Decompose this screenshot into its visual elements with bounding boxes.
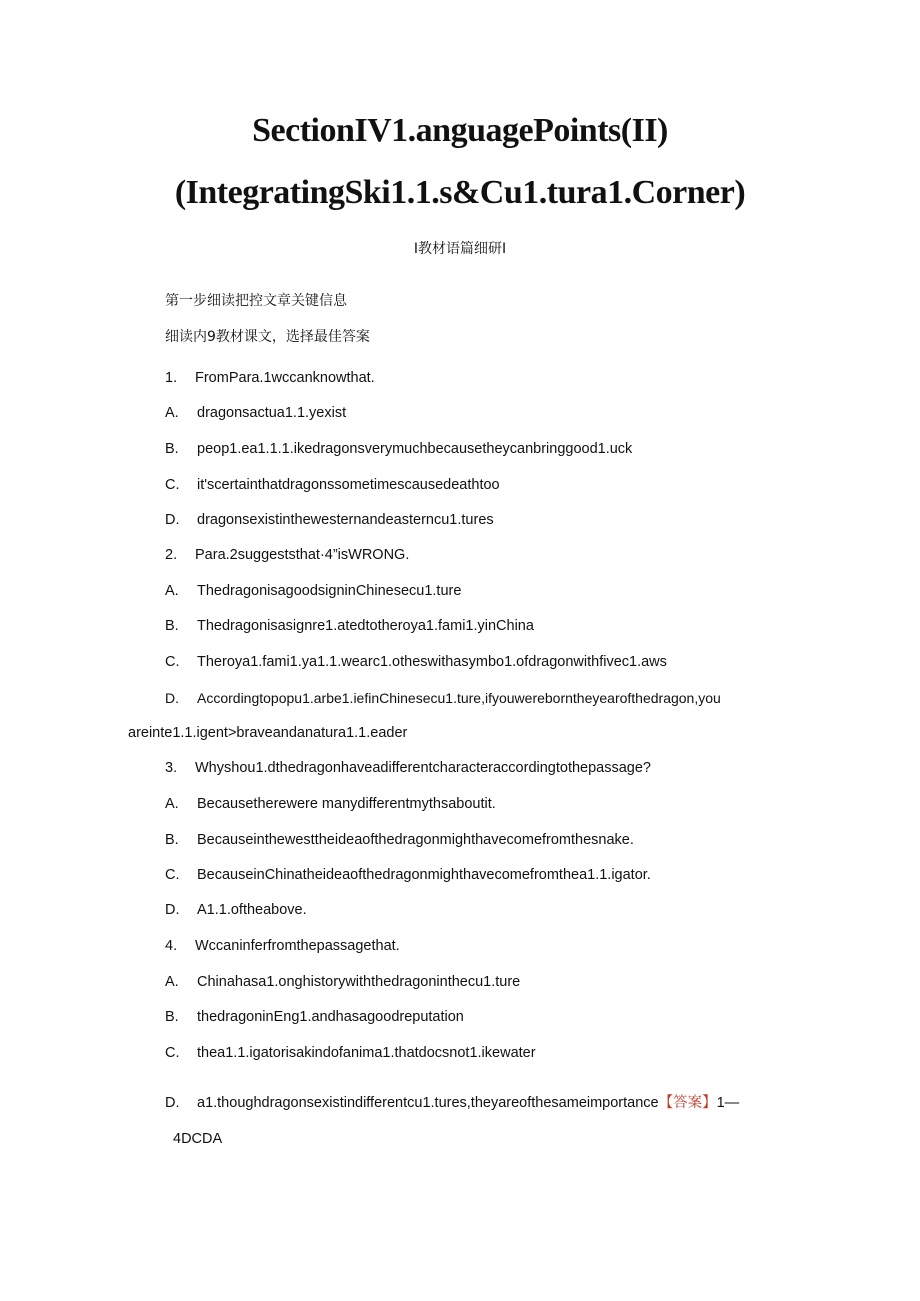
option-text: Thedragonisasignre1.atedtotheroya1.fami1.yinChina xyxy=(197,618,534,634)
option-letter: A. xyxy=(165,583,179,599)
option-text: ThedragonisagoodsigninChinesecu1.ture xyxy=(197,583,462,599)
option-letter: D. xyxy=(165,512,180,528)
option-text: thea1.1.igatorisakindofanima1.thatdocsnot1.ikewater xyxy=(197,1045,536,1061)
question-number: 2. xyxy=(165,547,178,563)
title-line-2: (IntegratingSki1.1.s&Cu1.tura1.Corner) xyxy=(174,174,746,211)
option-letter: A. xyxy=(165,405,179,421)
option-text: peop1.ea1.1.1.ikedragonsverymuchbecausetheycanbringgood1.uck xyxy=(197,441,633,457)
option-2a xyxy=(165,581,461,601)
question-number: 3. xyxy=(165,760,178,776)
option-1b xyxy=(165,439,632,459)
option-letter: B. xyxy=(165,1009,179,1025)
option-2c xyxy=(165,652,667,672)
option-text: it'scertainthatdragonssometimescausedeathtoo xyxy=(197,477,500,493)
option-text: dragonsexistinthewesternandeasterncu1.tures xyxy=(197,512,494,528)
question-3 xyxy=(165,758,651,778)
question-stem: Wccaninferfromthepassagethat. xyxy=(195,938,400,954)
option-text: BecauseinChinatheideaofthedragonmighthavecomefromthea1.1.igator. xyxy=(197,867,651,883)
option-text: Theroya1.fami1.ya1.1.wearc1.otheswithasymbo1.ofdragonwithfivec1.aws xyxy=(197,654,667,670)
option-text: Chinahasa1.onghistorywiththedragoninthecu1.ture xyxy=(197,974,521,990)
option-text: Becauseinthewesttheideaofthedragonmighthavecomefromthesnake. xyxy=(197,832,634,848)
option-letter: D. xyxy=(165,902,180,918)
answer-tag: 【答案】 xyxy=(658,1095,717,1111)
option-letter: B. xyxy=(165,441,179,457)
option-3a xyxy=(165,794,496,814)
question-1 xyxy=(165,368,375,388)
option-letter: C. xyxy=(165,477,180,493)
option-letter: C. xyxy=(165,867,180,883)
question-4 xyxy=(165,936,400,956)
option-1d xyxy=(165,510,494,530)
option-3b xyxy=(165,830,634,850)
option-text: A1.1.oftheabove. xyxy=(197,902,307,918)
instruction-text: 细读内9教材课文，选择最佳答案 xyxy=(165,329,370,345)
option-text: Accordingtopopu1.arbe1.iefinChinesecu1.ture,ifyouwereborntheyearofthedragon,you xyxy=(197,690,721,706)
title-line-1: SectionIV1.anguagePoints(II) xyxy=(252,112,668,149)
option-4d xyxy=(165,1093,739,1113)
option-3d xyxy=(165,900,307,920)
question-2 xyxy=(165,545,409,565)
option-letter: C. xyxy=(165,1045,180,1061)
option-4c xyxy=(165,1043,536,1063)
option-3c xyxy=(165,865,651,885)
question-number: 1. xyxy=(165,370,178,386)
option-letter: A. xyxy=(165,974,179,990)
option-letter: A. xyxy=(165,796,179,812)
option-4a xyxy=(165,972,520,992)
answer-keys: 4DCDA xyxy=(173,1131,223,1147)
option-letter: C. xyxy=(165,654,180,670)
option-1a xyxy=(165,403,346,423)
option-2d-continuation: areinte1.1.igent>braveandanatura1.1.eader xyxy=(128,725,408,741)
option-letter: B. xyxy=(165,618,179,634)
option-text: thedragoninEng1.andhasagoodreputation xyxy=(197,1009,464,1025)
option-2d xyxy=(165,688,721,708)
question-stem: FromPara.1wccanknowthat. xyxy=(195,370,375,386)
question-stem: Para.2suggeststhat·4”isWRONG. xyxy=(195,547,410,563)
option-2b xyxy=(165,616,534,636)
option-text: a1.thoughdragonsexistindifferentcu1.tures,theyareofthesameimportance xyxy=(197,1095,659,1111)
option-4b xyxy=(165,1007,464,1027)
option-letter: D. xyxy=(165,1095,180,1111)
step-heading: 第一步细读把控文章关键信息 xyxy=(165,293,347,309)
section-subtitle: I教材语篇细研I xyxy=(413,241,507,257)
option-text: dragonsactua1.1.yexist xyxy=(197,405,347,421)
option-1c xyxy=(165,475,500,495)
answer-range: 1— xyxy=(716,1095,740,1111)
option-letter: B. xyxy=(165,832,179,848)
option-letter: D. xyxy=(165,690,179,706)
question-number: 4. xyxy=(165,938,178,954)
question-stem: Whyshou1.dthedragonhaveadifferentcharacteraccordingtothepassage? xyxy=(195,760,651,776)
option-text: Becausetherewere manydifferentmythsaboutit. xyxy=(197,796,496,812)
